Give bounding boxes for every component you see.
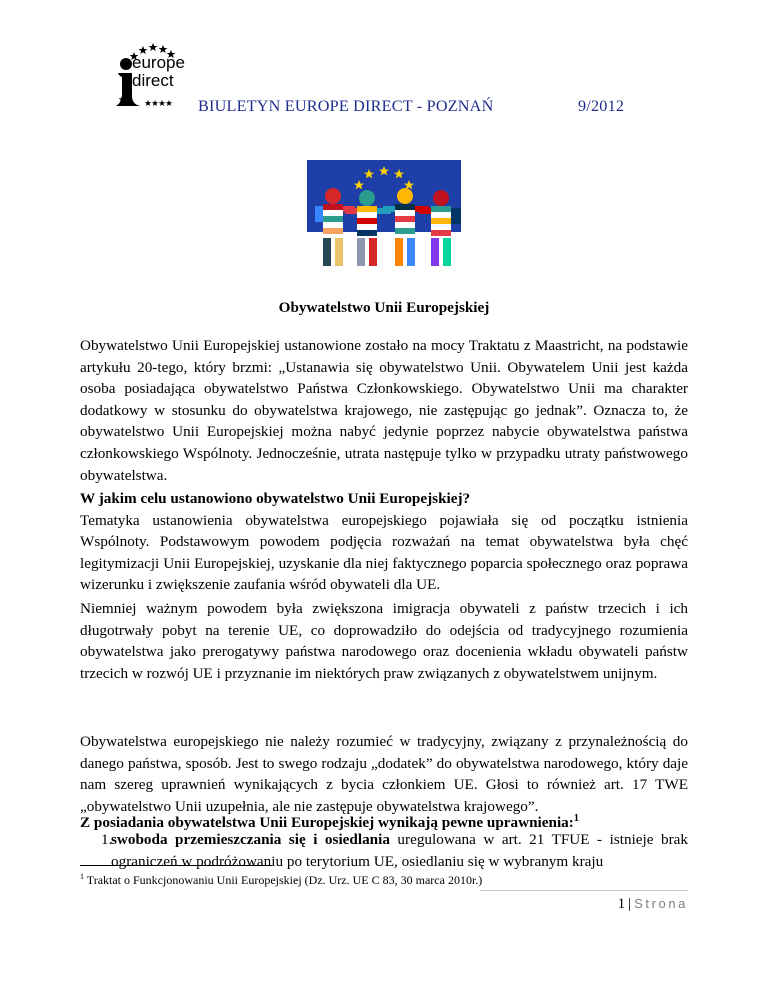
page-word: Strona <box>634 896 688 911</box>
logo-line-europe: europe <box>132 53 185 72</box>
list-item-bold: swoboda przemieszczania się i osiedlania <box>111 831 390 848</box>
logo-star <box>166 100 173 106</box>
eu-flags-people-image <box>307 160 461 268</box>
logo-wordmark <box>132 54 185 90</box>
footer-separator: | <box>628 896 632 912</box>
logo-line-direct: direct <box>132 71 174 90</box>
logo-star <box>149 43 158 51</box>
paragraph-addition: Obywatelstwa europejskiego nie należy rozumieć w tradycyjny, związany z przynależnością do danego państwa, sposób. Jest to swego rodzaju „dodatek” do obywatelstwa narodowego, który daje nam szereg uprawnień wynikających z bycia członkiem UE. Głosi to również art. 17 TWE „obywatelstwo Unii uzupełnia, ale nie zastępuje obywatelstwa krajowego”. <box>80 733 688 815</box>
logo-star <box>145 100 152 106</box>
bulletin-issue: 9/2012 <box>578 97 625 115</box>
section-1-heading: W jakim celu ustanowiono obywatelstwo Unii Europejskiej? <box>80 490 471 507</box>
section-1-text: Tematyka ustanowienia obywatelstwa europejskiego pojawiała się od początku istnienia Wspólnoty. Podstawowym powodem podjęcia rozważań na temat obywatelstwa była chęć legitymizacji Unii Europejskiej, uzyskanie dla niej faktycznego poparcia społecznego oraz poprawa wizerunku i zwiększenie zaufania wśród obywateli dla UE. <box>80 511 688 594</box>
logo-star <box>159 100 166 106</box>
list-item-number: 1. <box>101 831 113 848</box>
section-2-heading-text: Z posiadania obywatelstwa Unii Europejskiej wynikają pewne uprawnienia: <box>80 814 574 832</box>
logo-star <box>159 45 168 53</box>
footnote-ref: 1 <box>573 813 579 824</box>
footnote-text: Traktat o Funkcjonowaniu Unii Europejskiej (Dz. Urz. UE C 83, 30 marca 2010r.) <box>84 873 483 887</box>
footnote-separator <box>80 865 272 866</box>
logo-star <box>152 100 159 106</box>
footnote-number: 1 <box>80 872 84 881</box>
footnote <box>80 870 688 887</box>
bulletin-title: BIULETYN EUROPE DIRECT - POZNAŃ <box>198 97 494 115</box>
paragraph-immigration: Niemniej ważnym powodem była zwiększona imigracja obywateli z państw trzecich i ich długotrwały pobyt na terenie UE, co doprowadziło do odejścia od tradycyjnego rozumienia obywatelstwa jako prerogatywy państwa narodowego oraz docenienia wkładu obywateli państw trzecich w rozwój UE i przyznanie im niektórych praw związanych z obywatelstwem unijnym. <box>80 600 688 682</box>
intro-paragraph: Obywatelstwo Unii Europejskiej ustanowione zostało na mocy Traktatu z Maastricht, na podstawie artykułu 20-tego, który brzmi: „Ustanawia się obywatelstwo Unii. Obywatelem Unii jest każda osoba posiadająca obywatelstwo Państwa Członkowskiego. Obywatelstwo Unii ma charakter dodatkowy w stosunku do obywatelstwa krajowego, nie zastępując go jednak”. Oznacza to, że obywatelstwo Unii Europejskiej można nabyć jedynie poprzez nabycie obywatelstwa państwa członkowskiego Wspólnoty. Jednocześnie, utrata następuje tylko w przypadku utraty państwowego obywatelstwa. <box>80 337 688 484</box>
section-1 <box>80 488 688 596</box>
page-footer <box>618 896 688 913</box>
page-number: 1 <box>617 896 626 912</box>
list-item-text: uregulowana w art. 21 TFUE - istnieje brak ograniczeń w podróżowaniu po terytorium UE, osiedlaniu się w wybranym kraju <box>111 831 688 870</box>
document-title: Obywatelstwo Unii Europejskiej <box>278 299 490 316</box>
bulletin-header <box>198 97 658 116</box>
footer-rule <box>480 890 688 891</box>
